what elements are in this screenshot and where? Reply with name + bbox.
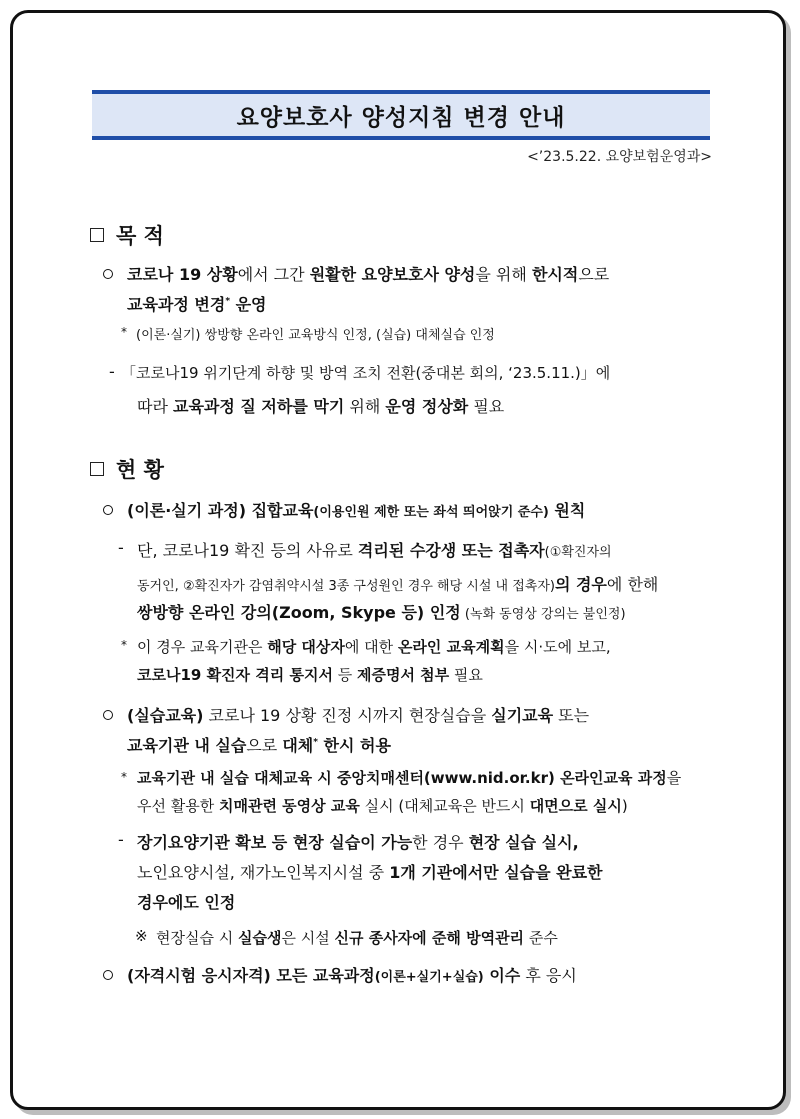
- purpose-bullet-line1: 코로나 19 상황에서 그간 원활한 요양보호사 양성을 위해 한시적으로: [127, 265, 610, 284]
- circle-bullet-icon: [103, 710, 113, 720]
- circle-bullet-icon: [103, 970, 113, 980]
- status-reference-note: 현장실습 시 실습생은 시설 신규 종사자에 준해 방역관리 준수: [156, 929, 558, 947]
- section-heading-status: [90, 454, 164, 484]
- status-dash1-line2: 동거인, ②확진자가 감염취약시설 3종 구성원인 경우 해당 시설 내 접촉자)의 경우에 한해: [137, 575, 659, 594]
- status-bullet2-line1: (실습교육) 코로나 19 상황 진정 시까지 현장실습을 실기교육 또는: [127, 706, 590, 725]
- section-title: 목 적: [116, 224, 164, 248]
- asterisk-mark: *: [121, 325, 127, 339]
- status-note1-line2: 코로나19 확진자 격리 통지서 등 제증명서 첨부 필요: [137, 666, 483, 684]
- purpose-dash-line2: 따라 교육과정 질 저하를 막기 위해 운영 정상화 필요: [137, 397, 505, 416]
- dash-mark: -: [118, 538, 124, 557]
- purpose-note: (이론·실기) 쌍방향 온라인 교육방식 인정, (실습) 대체실습 인정: [136, 328, 495, 343]
- section-heading-purpose: [90, 220, 164, 250]
- title-banner: [92, 90, 710, 140]
- circle-bullet-icon: [103, 505, 113, 515]
- reference-mark: ※: [135, 927, 148, 945]
- asterisk-mark: *: [121, 638, 127, 652]
- square-bullet-icon: [90, 228, 104, 242]
- dash-mark: -: [109, 362, 115, 381]
- circle-bullet-icon: [103, 269, 113, 279]
- status-dash2-line3: 경우에도 인정: [137, 893, 236, 912]
- square-bullet-icon: [90, 462, 104, 476]
- status-note2-line2: 우선 활용한 치매관련 동영상 교육 실시 (대체교육은 반드시 대면으로 실시): [137, 797, 628, 815]
- dateline: <’23.5.22. 요양보험운영과>: [527, 149, 712, 165]
- section-title: 현 황: [116, 458, 164, 482]
- status-dash1-line1: 단, 코로나19 확진 등의 사유로 격리된 수강생 또는 접촉자(①확진자의: [137, 541, 612, 560]
- purpose-dash-line1: 「코로나19 위기단계 하향 및 방역 조치 전환(중대본 회의, ‘23.5.11.)」에: [121, 364, 611, 382]
- purpose-bullet-line2: 교육과정 변경* 운영: [127, 295, 267, 314]
- document-title: 요양보호사 양성지침 변경 안내: [236, 104, 566, 131]
- dash-mark: -: [118, 830, 124, 849]
- status-bullet1: (이론·실기 과정) 집합교육(이용인원 제한 또는 좌석 띄어앉기 준수) 원칙: [127, 501, 586, 520]
- status-dash2-line1: 장기요양기관 확보 등 현장 실습이 가능한 경우 현장 실습 실시,: [137, 833, 579, 852]
- status-bullet3: (자격시험 응시자격) 모든 교육과정(이론+실기+실습) 이수 후 응시: [127, 966, 577, 985]
- status-dash1-line3: 쌍방향 온라인 강의(Zoom, Skype 등) 인정 (녹화 동영상 강의는 불인정): [137, 603, 626, 622]
- asterisk-mark: *: [121, 770, 127, 784]
- status-bullet2-line2: 교육기관 내 실습으로 대체* 한시 허용: [127, 736, 391, 755]
- status-note2-line1: 교육기관 내 실습 대체교육 시 중앙치매센터(www.nid.or.kr) 온라인교육 과정을: [137, 769, 682, 787]
- status-note1-line1: 이 경우 교육기관은 해당 대상자에 대한 온라인 교육계획을 시·도에 보고,: [137, 638, 611, 656]
- status-dash2-line2: 노인요양시설, 재가노인복지시설 중 1개 기관에서만 실습을 완료한: [137, 863, 603, 882]
